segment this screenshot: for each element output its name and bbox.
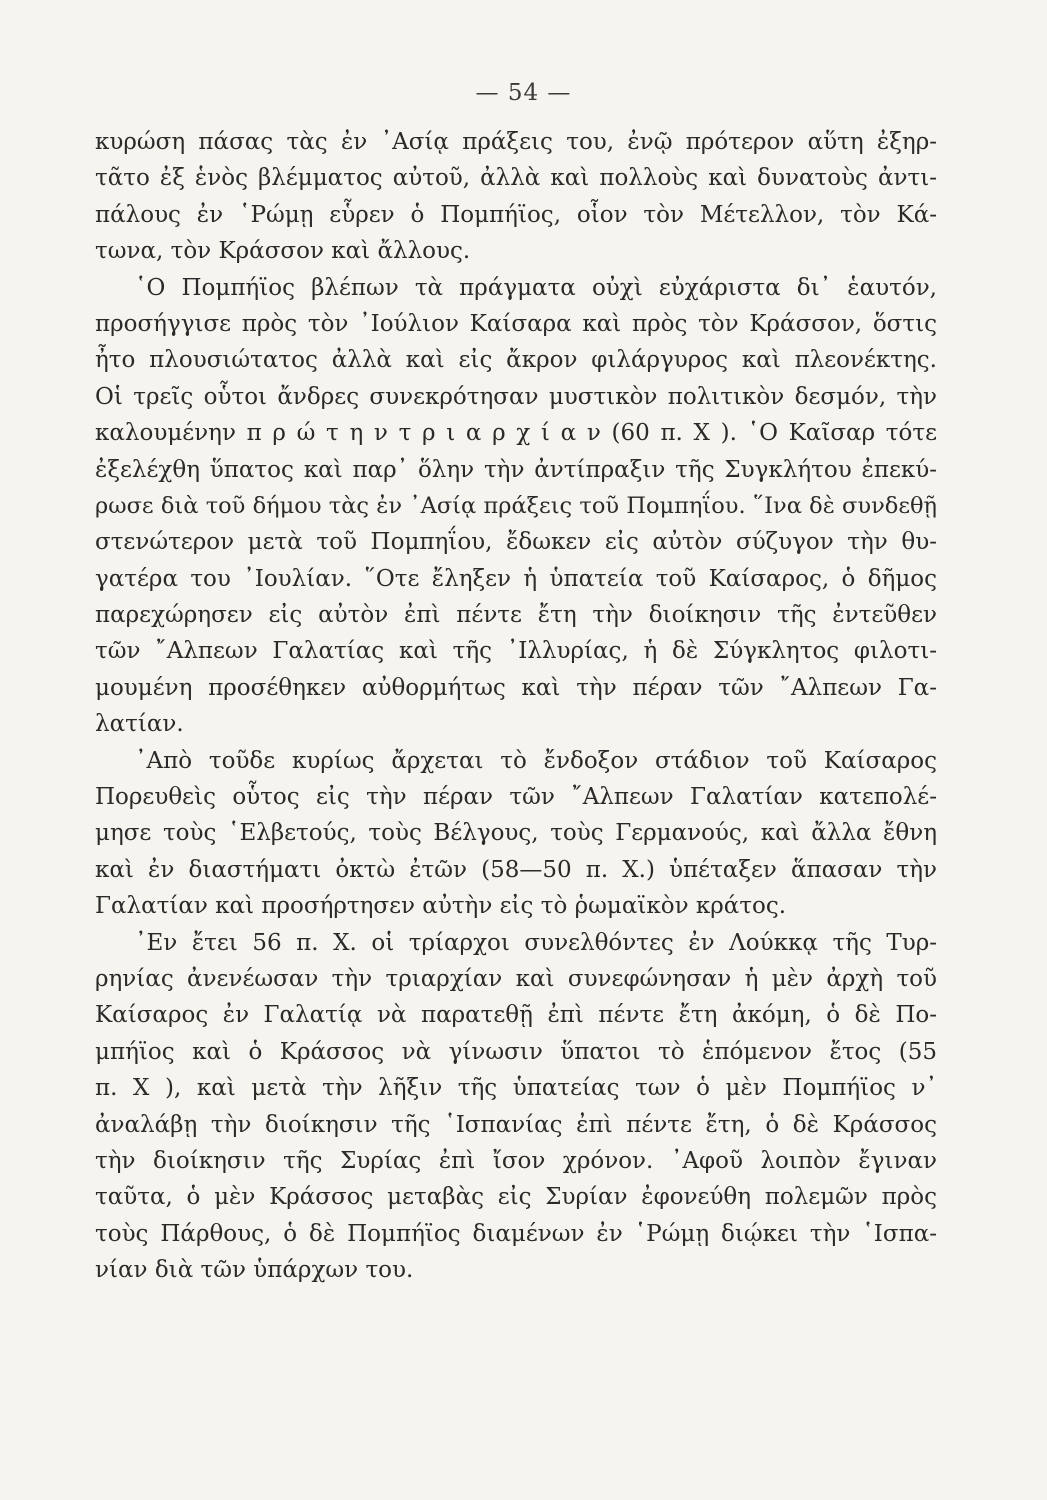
text-line: γατέρα του ᾽Ιουλίαν. ῞Οτε ἔληξεν ἡ ὑπατεία τοῦ Καίσαρος, ὁ δῆμος	[95, 565, 937, 592]
text-line: ῾Ο Πομπήϊος βλέπων τὰ πράγματα οὐχὶ εὐχάριστα δι᾽ ἑαυτόν,	[135, 274, 937, 301]
text-line: νίαν διὰ τῶν ὑπάρχων του.	[95, 1257, 414, 1284]
text-line: μουμένη προσέθηκεν αὐθορμήτως καὶ τὴν πέραν τῶν ῎Αλπεων Γα-	[95, 674, 937, 701]
text-line: Πορευθεὶς οὗτος εἰς τὴν πέραν τῶν ῎Αλπεων Γαλατίαν κατεπολέ-	[95, 784, 937, 811]
text-line: ᾽Εν ἔτει 56 π. Χ. οἱ τρίαρχοι συνελθόντες ἐν Λούκκᾳ τῆς Τυρ-	[135, 929, 937, 956]
text-line: πάλους ἐν ῾Ρώμῃ εὗρεν ὁ Πομπήϊος, οἷον τὸν Μέτελλον, τὸν Κά-	[95, 201, 937, 228]
text-line: Γαλατίαν καὶ προσήρτησεν αὐτὴν εἰς τὸ ῥωμαϊκὸν κράτος.	[95, 893, 787, 920]
text-line: μπήϊος καὶ ὁ Κράσσος νὰ γίνωσιν ὕπατοι τὸ ἑπόμενον ἔτος (55	[95, 1038, 937, 1065]
text-line: ἀναλάβῃ τὴν διοίκησιν τῆς ῾Ισπανίας ἐπὶ πέντε ἔτη, ὁ δὲ Κράσσος	[95, 1111, 937, 1138]
text-line: κυρώση πάσας τὰς ἐν ᾽Ασίᾳ πράξεις του, ἐνῷ πρότερον αὕτη ἐξηρ-	[95, 129, 937, 155]
text-line: ᾽Απὸ τοῦδε κυρίως ἄρχεται τὸ ἔνδοξον στάδιον τοῦ Καίσαρος	[135, 747, 937, 774]
paragraph	[95, 743, 937, 925]
text-line: καλουμένην π ρ ώ τ η ν τ ρ ι α ρ χ ί α ν (60 π. Χ ). ῾Ο Καῖσαρ τότε	[95, 420, 937, 447]
text-line: ταῦτα, ὁ μὲν Κράσσος μεταβὰς εἰς Συρίαν ἐφονεύθη πολεμῶν πρὸς	[95, 1184, 937, 1211]
text-line: ἦτο πλουσιώτατος ἀλλὰ καὶ εἰς ἄκρον φιλάργυρος καὶ πλεονέκτης.	[95, 347, 937, 374]
text-line: προσήγγισε πρὸς τὸν ᾽Ιούλιον Καίσαρα καὶ πρὸς τὸν Κράσσον, ὅστις	[95, 310, 937, 337]
text-line: λατίαν.	[95, 711, 184, 738]
text-line: καὶ ἐν διαστήματι ὀκτὼ ἐτῶν (58—50 π. Χ.) ὑπέταξεν ἅπασαν τὴν	[95, 856, 937, 883]
text-line: ἐξελέχθη ὕπατος καὶ παρ᾽ ὅλην τὴν ἀντίπραξιν τῆς Συγκλήτου ἐπεκύ-	[95, 456, 937, 483]
text-line: ρωσε διὰ τοῦ δήμου τὰς ἐν ᾽Ασίᾳ πράξεις τοῦ Πομπηΐου. ῞Ινα δὲ συνδεθῇ	[95, 492, 937, 519]
paragraph	[95, 925, 937, 1289]
text-line: Οἱ τρεῖς οὗτοι ἄνδρες συνεκρότησαν μυστικὸν πολιτικὸν δεσμόν, τὴν	[95, 383, 937, 410]
text-line: ρηνίας ἀνενέωσαν τὴν τριαρχίαν καὶ συνεφώνησαν ἡ μὲν ἀρχὴ τοῦ	[95, 965, 937, 992]
text-line: Καίσαρος ἐν Γαλατίᾳ νὰ παρατεθῇ ἐπὶ πέντε ἔτη ἀκόμη, ὁ δὲ Πο-	[95, 1002, 937, 1029]
text-line: παρεχώρησεν εἰς αὐτὸν ἐπὶ πέντε ἔτη τὴν διοίκησιν τῆς ἐντεῦθεν	[95, 602, 937, 629]
text-line: μησε τοὺς ῾Ελβετούς, τοὺς Βέλγους, τοὺς Γερμανούς, καὶ ἄλλα ἔθνη	[95, 820, 937, 847]
text-line: τὴν διοίκησιν τῆς Συρίας ἐπὶ ἴσον χρόνον. ᾽Αφοῦ λοιπὸν ἔγιναν	[95, 1147, 937, 1174]
text-line: τοὺς Πάρθους, ὁ δὲ Πομπήϊος διαμένων ἐν ῾Ρώμῃ διῴκει τὴν ῾Ισπα-	[95, 1220, 937, 1247]
text-line: στενώτερον μετὰ τοῦ Πομπηΐου, ἔδωκεν εἰς αὐτὸν σύζυγον τὴν θυ-	[95, 529, 937, 556]
page-number: — 54 —	[475, 80, 572, 106]
text-line: π. Χ ), καὶ μετὰ τὴν λῆξιν τῆς ὑπατείας των ὁ μὲν Πομπήϊος ν᾽	[95, 1075, 937, 1102]
text-line: τῶν ῎Αλπεων Γαλατίας καὶ τῆς ᾽Ιλλυρίας, ἡ δὲ Σύγκλητος φιλοτι-	[95, 638, 937, 665]
body-text	[95, 124, 937, 1289]
text-line: τωνα, τὸν Κράσσον καὶ ἄλλους.	[95, 238, 471, 265]
text-line: τᾶτο ἐξ ἑνὸς βλέμματος αὐτοῦ, ἀλλὰ καὶ πολλοὺς καὶ δυνατοὺς ἀντι-	[95, 165, 937, 192]
paragraph	[95, 124, 937, 270]
paragraph	[95, 270, 937, 743]
